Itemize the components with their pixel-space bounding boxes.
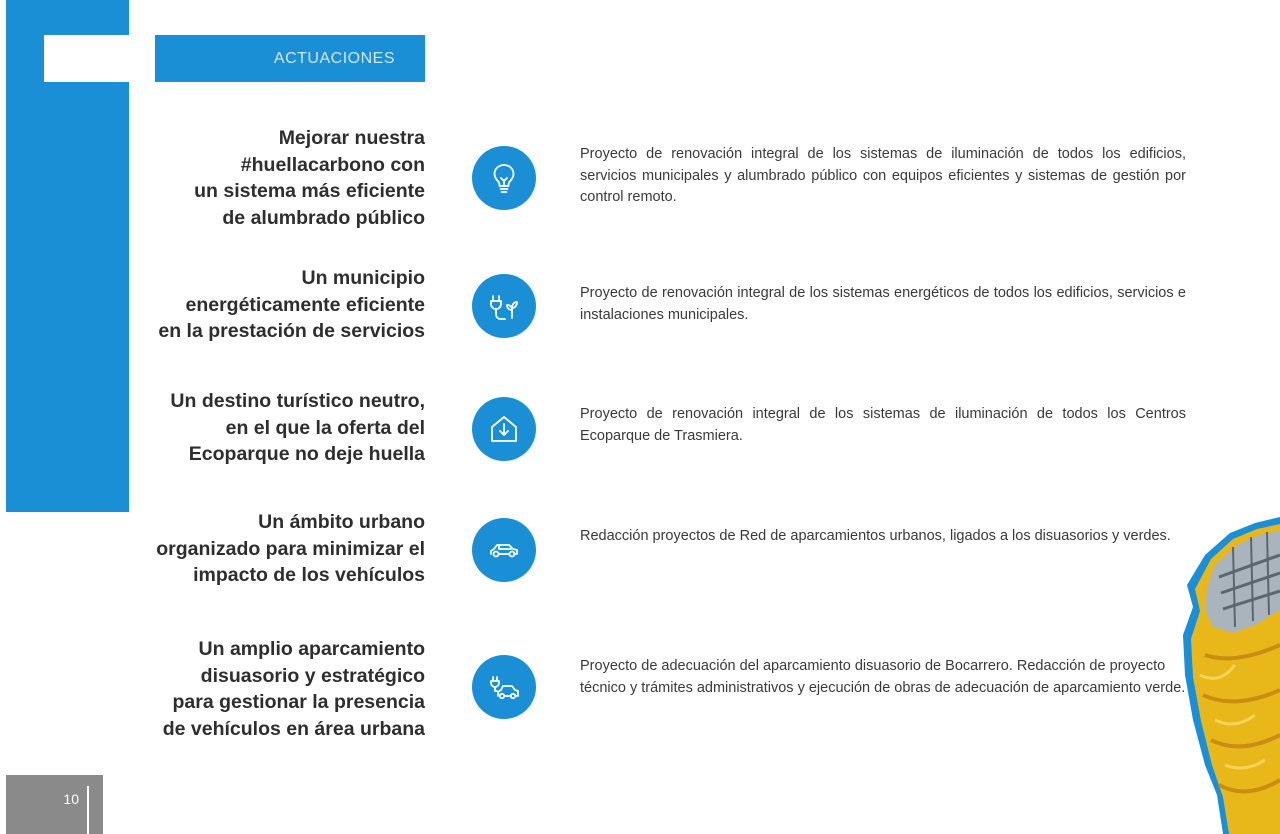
lightbulb-icon xyxy=(472,146,536,210)
electric-car-icon xyxy=(472,655,536,719)
plug-leaf-icon xyxy=(472,274,536,338)
decorative-bracket-notch xyxy=(44,35,129,82)
action-description: Proyecto de adecuación del aparcamiento disuasorio de Bocarrero. Redacción de proyecto técnico y trámites administrativos y ejecución de obras de adecuación de aparcamiento verde. xyxy=(580,658,1186,696)
action-description: Proyecto de renovación integral de los sistemas de iluminación de todos los Centros Ecoparque de Trasmiera. xyxy=(580,406,1186,444)
page-number-box xyxy=(6,775,103,834)
section-header-bar xyxy=(155,35,425,82)
action-description: Proyecto de renovación integral de los sistemas de iluminación de todos los edificios, servicios municipales y alumbrado público con equipos eficientes y sistemas de gestión por control remoto. xyxy=(580,146,1186,205)
goal-title: Un amplio aparcamiento disuasorio y estratégico para gestionar la presencia de vehículos en área urbana xyxy=(162,638,425,740)
car-icon xyxy=(472,518,536,582)
goal-title: Mejorar nuestra #huellacarbono con un sistema más eficiente de alumbrado público xyxy=(194,127,425,229)
action-description: Redacción proyectos de Red de aparcamientos urbanos, ligados a los disuasorios y verdes. xyxy=(580,528,1171,544)
page-number: 10 xyxy=(63,791,79,807)
page-number-divider xyxy=(87,786,89,834)
goal-title: Un ámbito urbano organizado para minimizar el impacto de los vehículos xyxy=(156,511,425,586)
goal-title: Un municipio energéticamente eficiente en la prestación de servicios xyxy=(158,267,425,342)
action-description: Proyecto de renovación integral de los sistemas energéticos de todos los edificios, servicios e instalaciones municipales. xyxy=(580,285,1186,323)
goal-title: Un destino turístico neutro, en el que la oferta del Ecoparque no deje huella xyxy=(170,390,425,465)
decorative-photo xyxy=(1175,515,1280,834)
house-down-arrow-icon xyxy=(472,397,536,461)
section-title: ACTUACIONES xyxy=(273,49,395,67)
